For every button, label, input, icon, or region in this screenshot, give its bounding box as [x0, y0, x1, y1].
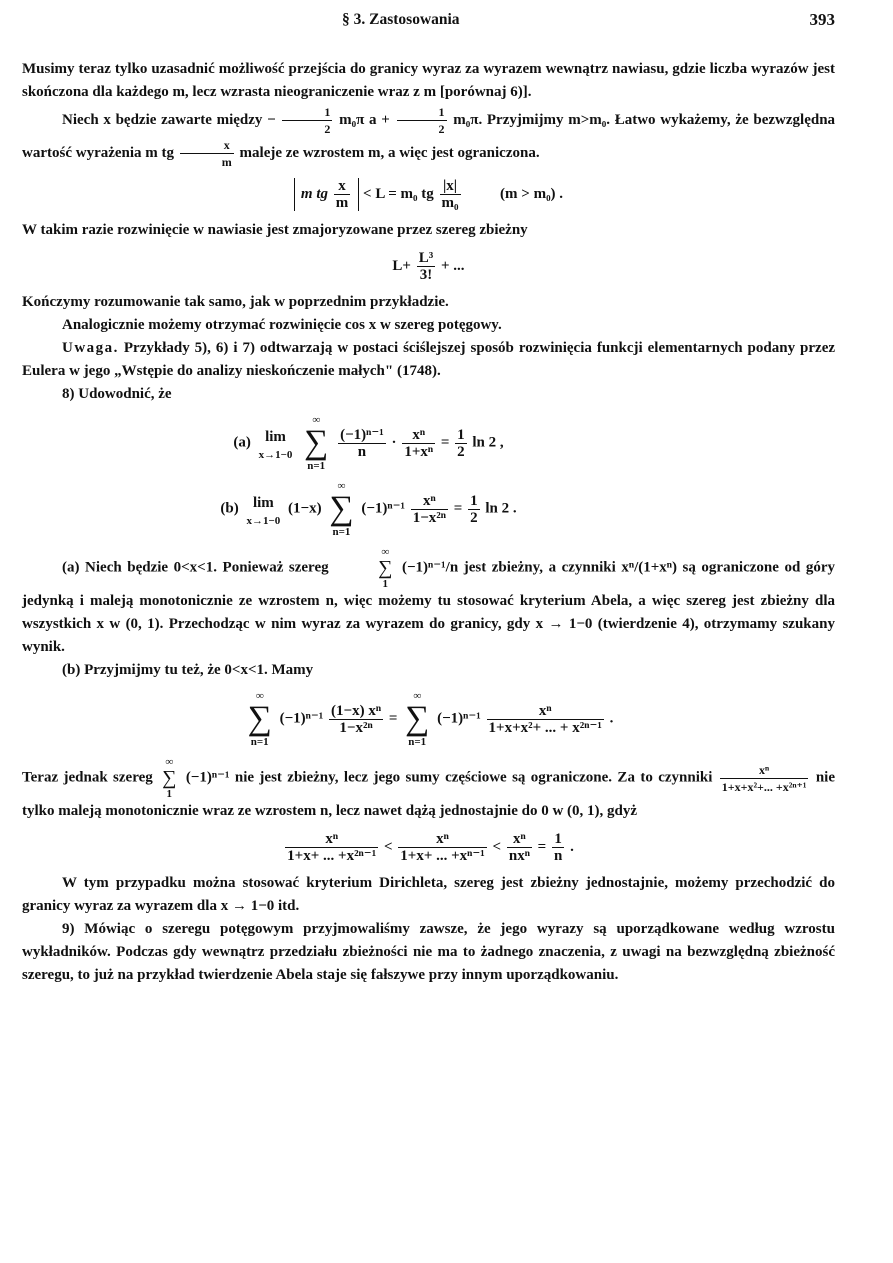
paragraph-dirichlet: W tym przypadku można stosować kryterium Dirichleta, szereg jest zbieżny jednostajnie, możemy przechodzić do granicy wyraz za wyrazem dla x → 1−0 itd. [22, 875, 835, 914]
proof-a: (a) Niech będzie 0<x<1. Ponieważ szereg ∞ ∑ 1 (−1)ⁿ⁻¹/n jest zbieżny, a czynniki xⁿ/(1+xⁿ) są ograniczone od góry jedynką i maleją monotonicznie ze wzrostem n, więc możemy tu stosować kryterium Abela, a więc szereg jest zbieżny dla wszystkich x w (0, 1). Przechodząc w nim wyraz za wyrazem do granicy, gdy x → 1−0 (twierdzenie 4), otrzymamy szukany wynik. [22, 546, 836, 655]
paragraph-dirichlet-setup: Teraz jednak szereg ∞ ∑ 1 (−1)ⁿ⁻¹ nie jest zbieżny, lecz jego sumy częściowe są ograniczone. Za to czynniki $\frac{\text{xⁿ}}{\text{1+x+x²+... +x²ⁿ⁺¹}}$ nie tylko maleją monotonicznie wraz ze wzrostem n, lecz nawet dążą jednostajnie do 0 w (0, 1), gdyż [22, 756, 835, 819]
sum-symbol: ∞ ∑ n=1 [304, 414, 329, 472]
paragraph-2: Niech x będzie zawarte między − $\frac{1}{2}$ m₀π a + $\frac{1}{2}$ m₀π. Przyjmijmy m>m₀. Łatwo wykażemy, że bezwzględna wartość wyrażenia m tg $\frac{x}{m}$ maleje ze wzrostem m, a więc jest ograniczona. [22, 105, 836, 169]
fraction-x-over-m: $\frac{x}{m}$ [180, 137, 234, 170]
fraction-half: $\frac{1}{2}$ [282, 104, 332, 137]
equation-bound: m tg $\frac{x}{m}$ < L = m₀ tg $\frac{|x|}{\text{m₀}}$ (m > m₀) . [22, 178, 835, 211]
page-number: 393 [809, 10, 835, 29]
fraction-half: $\frac{1}{2}$ [397, 104, 447, 137]
equation-d: $\frac{\text{xⁿ}}{\text{1+x+ ... +x²ⁿ⁻¹}}$ < $\frac{\text{xⁿ}}{\text{1+x+ ... +xⁿ⁻¹}}$ < $\frac{\text{xⁿ}}{\text{nxⁿ}}$ = $\frac{1}{n}$ . [287, 831, 574, 864]
sum-symbol: ∞ ∑ n=1 [329, 480, 354, 538]
equation-c: ∞ ∑ n=1 (−1)ⁿ⁻¹ $\frac{\text{(1−x) xⁿ}}{\text{1−x²ⁿ}}$ = ∞ ∑ n=1 (−1)ⁿ⁻¹ $\frac{\text{xⁿ}}{\text{1+x+x²+ ... + x²ⁿ⁻¹}}$ . [247, 690, 614, 748]
remark-paragraph: Uwaga. Przykłady 5), 6) i 7) odtwarzają w postaci ściślejszej sposób rozwinięcia funkcji elementarnych podany przez Eulera w jego „Wstępie do analizy nieskończenie małych" (1748). [22, 340, 836, 379]
equation-b: (b) lim x→1−0 (1−x) ∞ ∑ n=1 (−1)ⁿ⁻¹ $\frac{\text{xⁿ}}{\text{1−x²ⁿ}}$ = $\frac{1}{2}$ ln 2 . [220, 480, 517, 538]
exercise-9: 9) Mówiąc o szeregu potęgowym przyjmowaliśmy zawsze, że jego wyrazy są uporządkowane według wzrostu wykładników. Podczas gdy wewnątrz przedziału zbieżności nie ma to żadnego znaczenia, z uwagi na bezwzględną zbieżność szeregu, to już na przykład twierdzenie Abela staje się fałszywe przy innym uporządkowaniu. [22, 921, 835, 983]
paragraph-1: Musimy teraz tylko uzasadnić możliwość przejścia do granicy wyraz za wyrazem wewnątrz nawiasu, gdzie liczba wyrazów jest skończona dla każdego m, lecz wzrasta nieograniczenie wraz z m [porównaj 6)]. [22, 61, 835, 100]
proof-b: (b) Przyjmijmy tu też, że 0<x<1. Mamy [62, 662, 314, 678]
remark-label: Uwaga. [62, 340, 119, 356]
running-header [0, 8, 893, 30]
page-body [22, 58, 835, 987]
paragraph-3: W takim razie rozwinięcie w nawiasie jest zmajoryzowane przez szereg zbieżny [22, 222, 528, 238]
equation-majorant: L+ $\frac{\text{L³}}{3!}$ + ... [392, 250, 465, 283]
section-title: § 3. Zastosowania [342, 11, 460, 28]
exercise-8: 8) Udowodnić, że [62, 386, 172, 402]
paragraph-5: Analogicznie możemy otrzymać rozwinięcie cos x w szereg potęgowy. [62, 317, 502, 333]
paragraph-4: Kończymy rozumowanie tak samo, jak w poprzednim przykładzie. [22, 294, 449, 310]
equation-a: (a) lim x→1−0 ∞ ∑ n=1 $\frac{\text{(−1)ⁿ⁻¹}}{n}$ · $\frac{\text{xⁿ}}{\text{1+xⁿ}}$ = $\frac{1}{2}$ ln 2 , [233, 414, 504, 472]
